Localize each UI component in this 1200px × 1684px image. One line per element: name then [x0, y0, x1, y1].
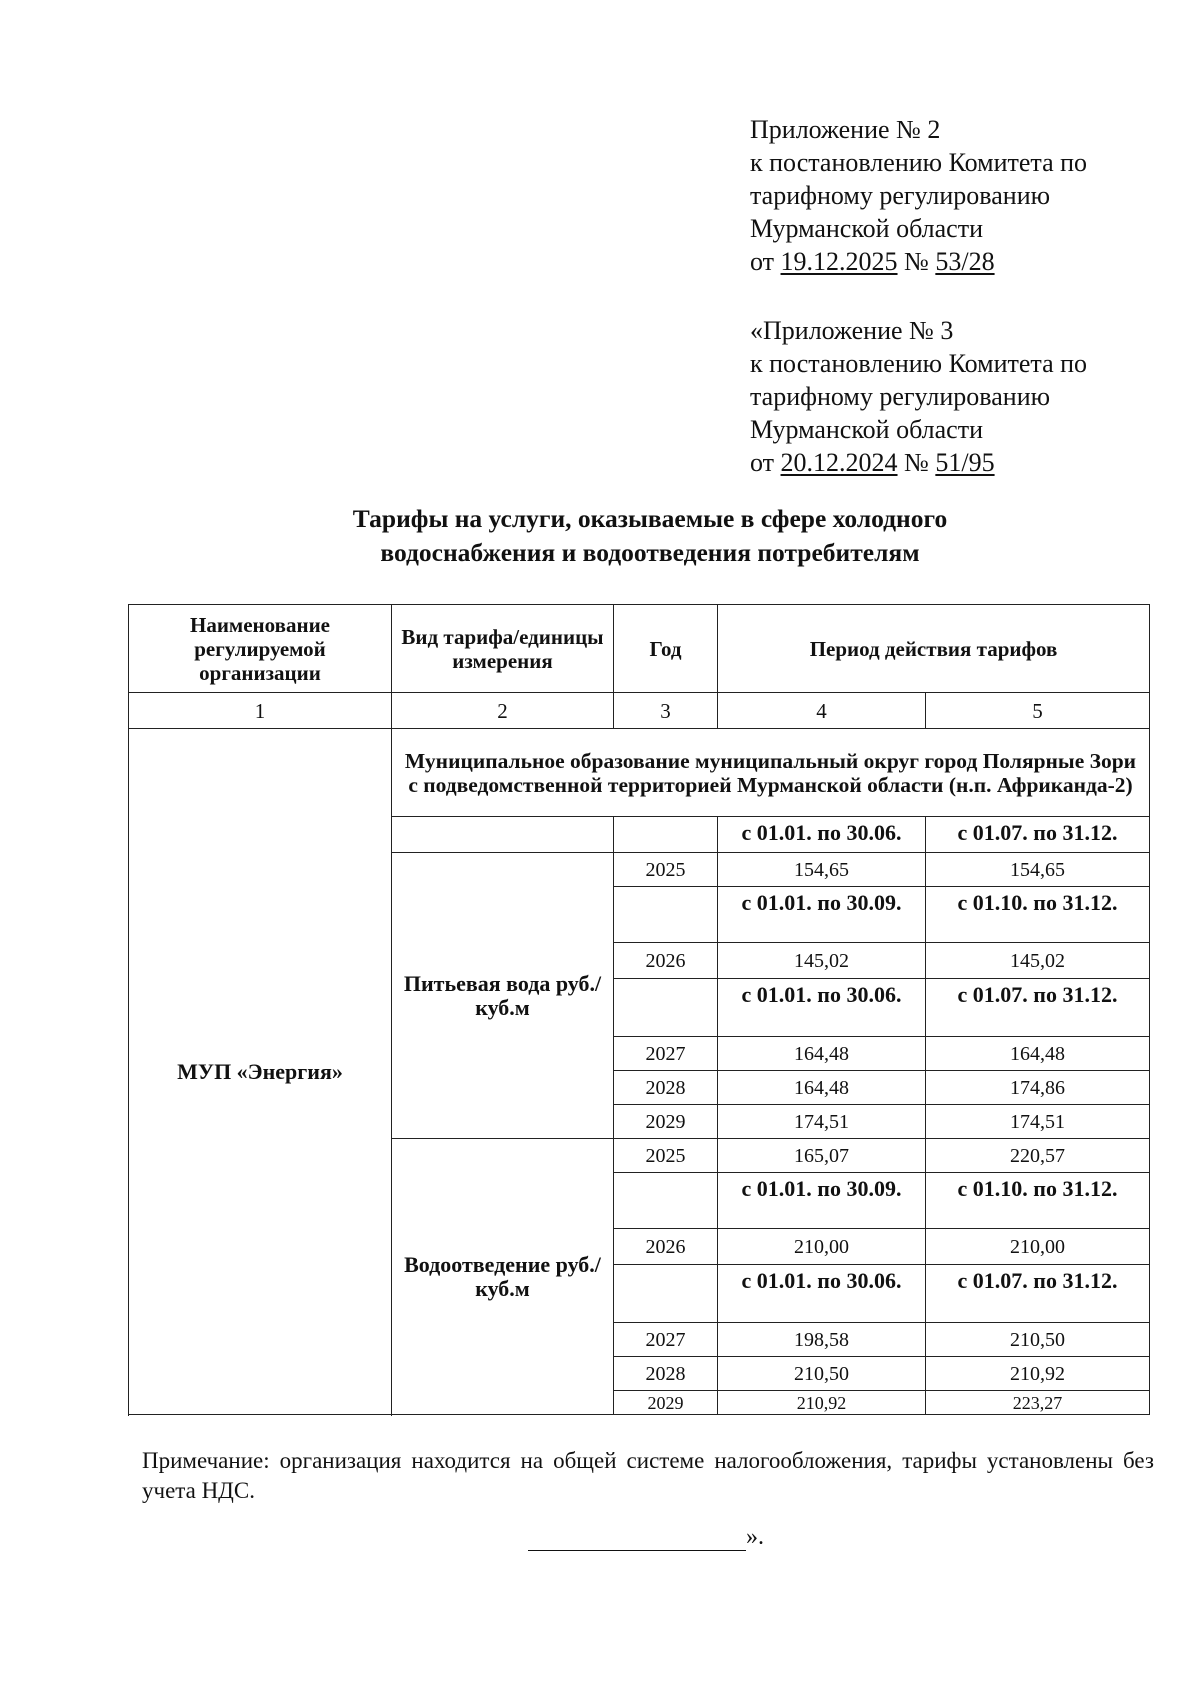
period-label: с 01.07. по 31.12.	[926, 1265, 1150, 1323]
year-cell: 2028	[614, 1071, 718, 1105]
period-label: с 01.01. по 30.09.	[718, 1173, 926, 1229]
column-number: 5	[926, 693, 1150, 729]
appendix-previous-header	[750, 314, 1170, 479]
column-number: 1	[129, 693, 392, 729]
tariff-value: 174,86	[926, 1071, 1150, 1105]
tariff-value: 165,07	[718, 1139, 926, 1173]
signature-line	[528, 1526, 746, 1551]
tariff-value: 210,00	[926, 1229, 1150, 1265]
period-label: с 01.01. по 30.06.	[718, 817, 926, 853]
tariff-value: 154,65	[718, 853, 926, 887]
appendix-line: к постановлению Комитета по	[750, 349, 1088, 378]
closing-mark: ».	[528, 1524, 764, 1551]
tariff-value: 220,57	[926, 1139, 1150, 1173]
resolution-date: 20.12.2024	[780, 448, 898, 477]
tariff-value: 210,92	[718, 1391, 926, 1415]
period-label: с 01.10. по 31.12.	[926, 1173, 1150, 1229]
tariff-value: 164,48	[926, 1037, 1150, 1071]
header-period: Период действия тарифов	[718, 605, 1150, 693]
column-number: 2	[392, 693, 614, 729]
period-label: с 01.07. по 31.12.	[926, 817, 1150, 853]
column-number: 3	[614, 693, 718, 729]
tariff-value: 164,48	[718, 1071, 926, 1105]
wastewater-label: Водоотведение руб./куб.м	[392, 1139, 614, 1415]
empty-cell	[614, 979, 718, 1037]
period-label: с 01.07. по 31.12.	[926, 979, 1150, 1037]
year-cell: 2025	[614, 1139, 718, 1173]
municipality-row: Муниципальное образование муниципальный округ город Полярные Зори с подведомственной территорией Мурманской области (н.п. Африканда-2)	[392, 729, 1150, 817]
empty-cell	[614, 887, 718, 943]
empty-cell	[614, 1265, 718, 1323]
period-label: с 01.01. по 30.09.	[718, 887, 926, 943]
tariff-value: 145,02	[718, 943, 926, 979]
appendix-line: Мурманской области	[750, 415, 983, 444]
tariff-value: 198,58	[718, 1323, 926, 1357]
tariff-value: 210,50	[718, 1357, 926, 1391]
year-cell: 2027	[614, 1323, 718, 1357]
organization-name: МУП «Энергия»	[129, 729, 392, 1415]
year-cell: 2026	[614, 943, 718, 979]
tariff-value: 145,02	[926, 943, 1150, 979]
drinking-water-label: Питьевая вода руб./куб.м	[392, 853, 614, 1139]
tariff-value: 210,50	[926, 1323, 1150, 1357]
resolution-number: 51/95	[935, 448, 995, 477]
year-cell: 2025	[614, 853, 718, 887]
tariff-value: 164,48	[718, 1037, 926, 1071]
year-cell: 2028	[614, 1357, 718, 1391]
document-title: Тарифы на услуги, оказываемые в сфере холодного водоснабжения и водоотведения потребителям	[352, 504, 948, 567]
year-cell: 2029	[614, 1391, 718, 1415]
appendix-date-line: от 19.12.2025 № 53/28	[750, 247, 995, 276]
appendix-line: Мурманской области	[750, 214, 983, 243]
year-cell: 2029	[614, 1105, 718, 1139]
period-label: с 01.10. по 31.12.	[926, 887, 1150, 943]
tariff-table	[128, 604, 1150, 1415]
tariff-value: 210,00	[718, 1229, 926, 1265]
appendix-line: тарифному регулированию	[750, 181, 1051, 210]
year-cell: 2027	[614, 1037, 718, 1071]
appendix-line: Приложение № 2	[750, 115, 941, 144]
column-number: 4	[718, 693, 926, 729]
appendix-date-line: от 20.12.2024 № 51/95	[750, 448, 995, 477]
empty-cell	[392, 817, 614, 853]
tariff-value: 154,65	[926, 853, 1150, 887]
tariff-value: 174,51	[718, 1105, 926, 1139]
tariff-value: 174,51	[926, 1105, 1150, 1139]
period-label: с 01.01. по 30.06.	[718, 979, 926, 1037]
appendix-line: «Приложение № 3	[750, 316, 954, 345]
tariff-value: 223,27	[926, 1391, 1150, 1415]
appendix-current-header	[750, 113, 1170, 278]
header-organization: Наименование регулируемой организации	[129, 605, 392, 693]
empty-cell	[614, 817, 718, 853]
empty-cell	[614, 1173, 718, 1229]
appendix-line: тарифному регулированию	[750, 382, 1051, 411]
header-year: Год	[614, 605, 718, 693]
header-tariff-type: Вид тарифа/единицы измерения	[392, 605, 614, 693]
year-cell: 2026	[614, 1229, 718, 1265]
note-text: Примечание: организация находится на общей системе налогообложения, тарифы установлены без учета НДС.	[142, 1448, 1154, 1503]
period-label: с 01.01. по 30.06.	[718, 1265, 926, 1323]
resolution-number: 53/28	[935, 247, 995, 276]
appendix-line: к постановлению Комитета по	[750, 148, 1088, 177]
tariff-value: 210,92	[926, 1357, 1150, 1391]
resolution-date: 19.12.2025	[780, 247, 898, 276]
